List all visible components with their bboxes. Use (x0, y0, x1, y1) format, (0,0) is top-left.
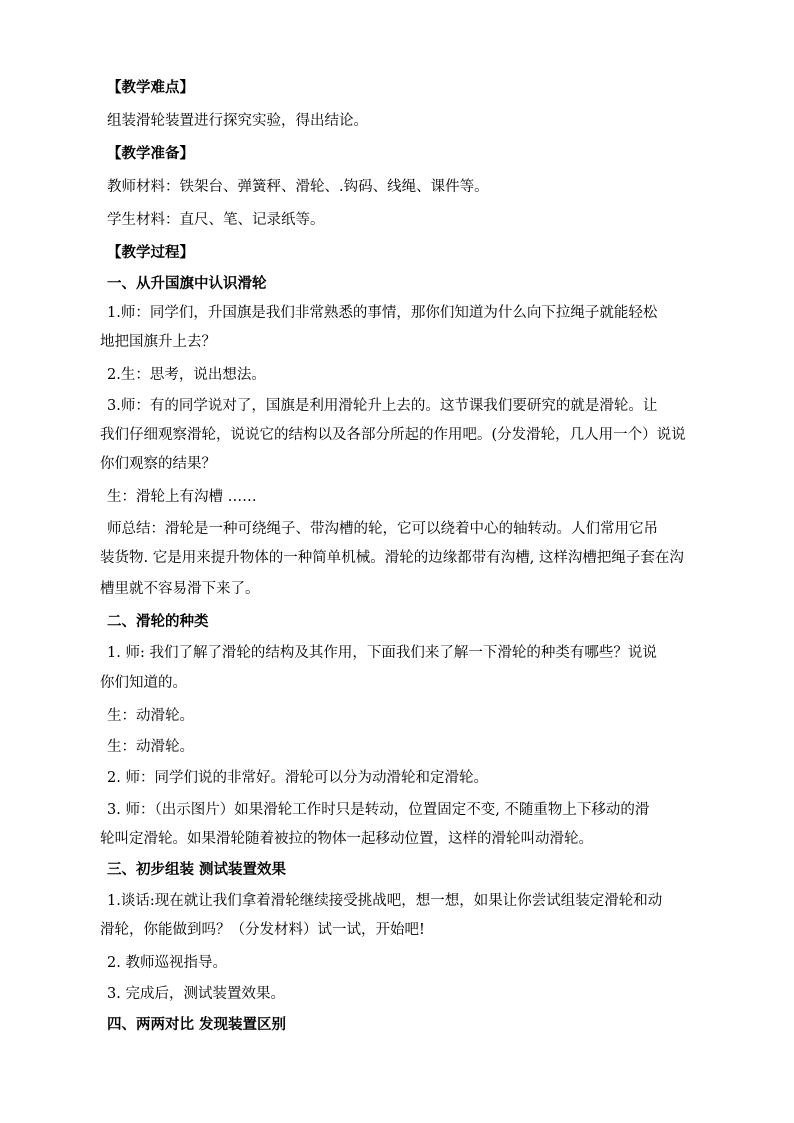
paragraph-line: 槽里就不容易滑下来了。 (100, 581, 260, 597)
paragraph-line: 地把国旗升上去？ (100, 334, 216, 350)
paragraph-line: 1.谈话:现在就让我们拿着滑轮继续接受挑战吧，想一想，如果让你尝试组装定滑轮和动 (107, 893, 663, 909)
paragraph-line: 学生材料：直尺、笔、记录纸等。 (107, 212, 325, 228)
paragraph-line: 我们仔细观察滑轮，说说它的结构以及各部分所起的作用吧。(分发滑轮，几人用一个）说说 (100, 427, 686, 443)
paragraph-line: 生：动滑轮。 (107, 708, 194, 724)
paragraph-line: 1. 师: 我们了解了滑轮的结构及其作用，下面我们来了解一下滑轮的种类有哪些？说说 (107, 645, 657, 661)
paragraph-line: 2. 教师巡视指导。 (107, 955, 227, 971)
paragraph-line: 你们知道的。 (100, 675, 187, 691)
section-heading: 【教学过程】 (107, 244, 194, 261)
paragraph-line: 装货物. 它是用来提升物体的一种简单机械。滑轮的边缘都带有沟槽, 这样沟槽把绳子套在沟 (100, 550, 684, 566)
paragraph-line: 教师材料：铁架台、弹簧秤、滑轮、.钩码、线绳、课件等。 (107, 179, 489, 195)
section-heading: 二、滑轮的种类 (107, 613, 209, 630)
paragraph-line: 滑轮，你能做到吗？（分发材料）试一试，开始吧! (100, 922, 425, 938)
paragraph-line: 3. 师：（出示图片）如果滑轮工作时只是转动，位置固定不变, 不随重物上下移动的滑 (107, 802, 650, 818)
paragraph-line: 2. 师：同学们说的非常好。滑轮可以分为动滑轮和定滑轮。 (107, 770, 488, 786)
paragraph-line: 师总结：滑轮是一种可绕绳子、带沟槽的轮，它可以绕着中心的轴转动。人们常用它吊 (107, 521, 658, 537)
section-heading: 【教学难点】 (107, 79, 194, 96)
paragraph-line: 轮叫定滑轮。如果滑轮随着被拉的物体一起移动位置，这样的滑轮叫动滑轮。 (100, 831, 593, 847)
paragraph-line: 1.师：同学们，升国旗是我们非常熟悉的事情，那你们知道为什么向下拉绳子就能轻松 (107, 305, 658, 321)
paragraph-line: 你们观察的结果？ (100, 456, 216, 472)
section-heading: 【教学准备】 (107, 145, 194, 162)
section-heading: 三、初步组装 测试装置效果 (107, 861, 287, 878)
paragraph-line: 组装滑轮装置进行探究实验，得出结论。 (107, 113, 368, 129)
paragraph-line: 3. 完成后，测试装置效果。 (107, 986, 285, 1002)
paragraph-line: 生：动滑轮。 (107, 739, 194, 755)
paragraph-line: 2.生：思考，说出想法。 (107, 367, 266, 383)
paragraph-line: 生：滑轮上有沟槽 …… (107, 489, 257, 505)
paragraph-line: 3.师：有的同学说对了，国旗是利用滑轮升上去的。这节课我们要研究的就是滑轮。让 (107, 398, 658, 414)
section-heading: 四、两两对比 发现装置区别 (107, 1016, 287, 1033)
section-heading: 一、从升国旗中认识滑轮 (107, 275, 267, 292)
